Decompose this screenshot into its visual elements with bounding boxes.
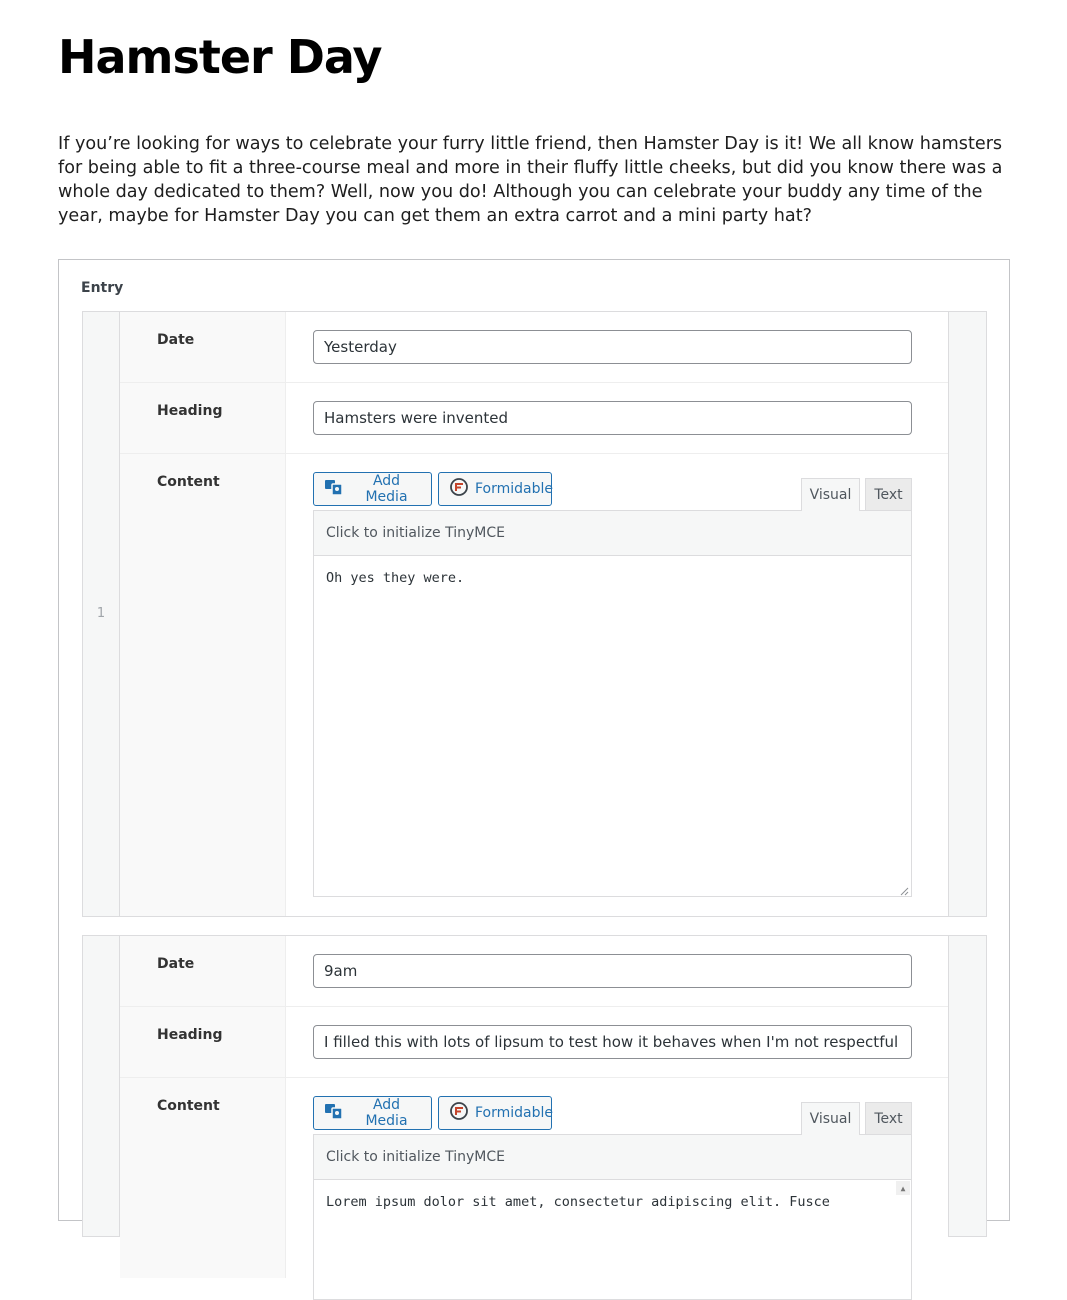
repeater-row (82, 311, 987, 917)
date-input[interactable] (313, 330, 912, 364)
row-actions[interactable] (948, 936, 986, 1236)
field-label-cell (120, 936, 286, 1006)
media-icon (324, 1101, 344, 1125)
entry-repeater (58, 259, 1010, 1221)
content-textarea[interactable] (313, 1180, 912, 1300)
media-icon (324, 477, 344, 501)
content-label: Content (157, 474, 220, 490)
resize-handle-icon[interactable] (899, 884, 909, 894)
formidable-button[interactable] (438, 472, 552, 506)
row-actions[interactable] (948, 312, 986, 916)
entry-label: Entry (81, 280, 124, 296)
tab-text[interactable]: Text (865, 1102, 912, 1134)
formidable-button[interactable] (438, 1096, 552, 1130)
formidable-label: Formidable (475, 481, 554, 497)
repeater-row (82, 935, 987, 1237)
intro-paragraph: If you’re looking for ways to celebrate your furry little friend, then Hamster Day is it! We all know hamsters for being able to fit a three-course meal and more in their fluffy little cheeks, but did you know there was a whole day dedicated to them? Well, now you do! Although you can celebrate your buddy any time of the year, maybe for Hamster Day you can get them an extra carrot and a mini party hat? (58, 134, 1003, 226)
tinymce-init-text: Click to initialize TinyMCE (326, 525, 505, 541)
formidable-icon (449, 477, 469, 501)
heading-input[interactable] (313, 401, 912, 435)
heading-input[interactable] (313, 1025, 912, 1059)
date-input[interactable] (313, 954, 912, 988)
field-label-cell (120, 312, 286, 382)
content-text: Lorem ipsum dolor sit amet, consectetur adipiscing elit. Fusce (326, 1194, 830, 1210)
tinymce-init-text: Click to initialize TinyMCE (326, 1149, 505, 1165)
content-field (120, 454, 948, 916)
heading-field (120, 1007, 948, 1078)
field-label-cell (120, 454, 286, 916)
heading-label: Heading (157, 1027, 223, 1043)
row-drag-handle[interactable] (83, 936, 120, 1236)
content-textarea[interactable] (313, 556, 912, 897)
tinymce-init-bar[interactable] (313, 510, 912, 556)
content-label: Content (157, 1098, 220, 1114)
scroll-up-icon[interactable]: ▲ (896, 1181, 910, 1195)
page-title: Hamster Day (58, 30, 382, 84)
tinymce-init-bar[interactable] (313, 1134, 912, 1180)
content-text: Oh yes they were. (326, 570, 465, 586)
tab-visual[interactable]: Visual (801, 478, 860, 511)
heading-label: Heading (157, 403, 223, 419)
tab-visual[interactable]: Visual (801, 1102, 860, 1135)
add-media-label: Add Media (365, 473, 408, 505)
add-media-button[interactable] (313, 472, 432, 506)
row-number: 1 (96, 606, 106, 621)
add-media-label: Add Media (365, 1097, 408, 1129)
row-drag-handle[interactable] (83, 312, 120, 916)
content-field (120, 1078, 948, 1278)
heading-field (120, 383, 948, 454)
tab-text[interactable]: Text (865, 478, 912, 510)
date-field (120, 936, 948, 1007)
date-label: Date (157, 332, 195, 348)
formidable-icon (449, 1101, 469, 1125)
date-label: Date (157, 956, 195, 972)
add-media-button[interactable] (313, 1096, 432, 1130)
date-field (120, 312, 948, 383)
formidable-label: Formidable (475, 1105, 554, 1121)
